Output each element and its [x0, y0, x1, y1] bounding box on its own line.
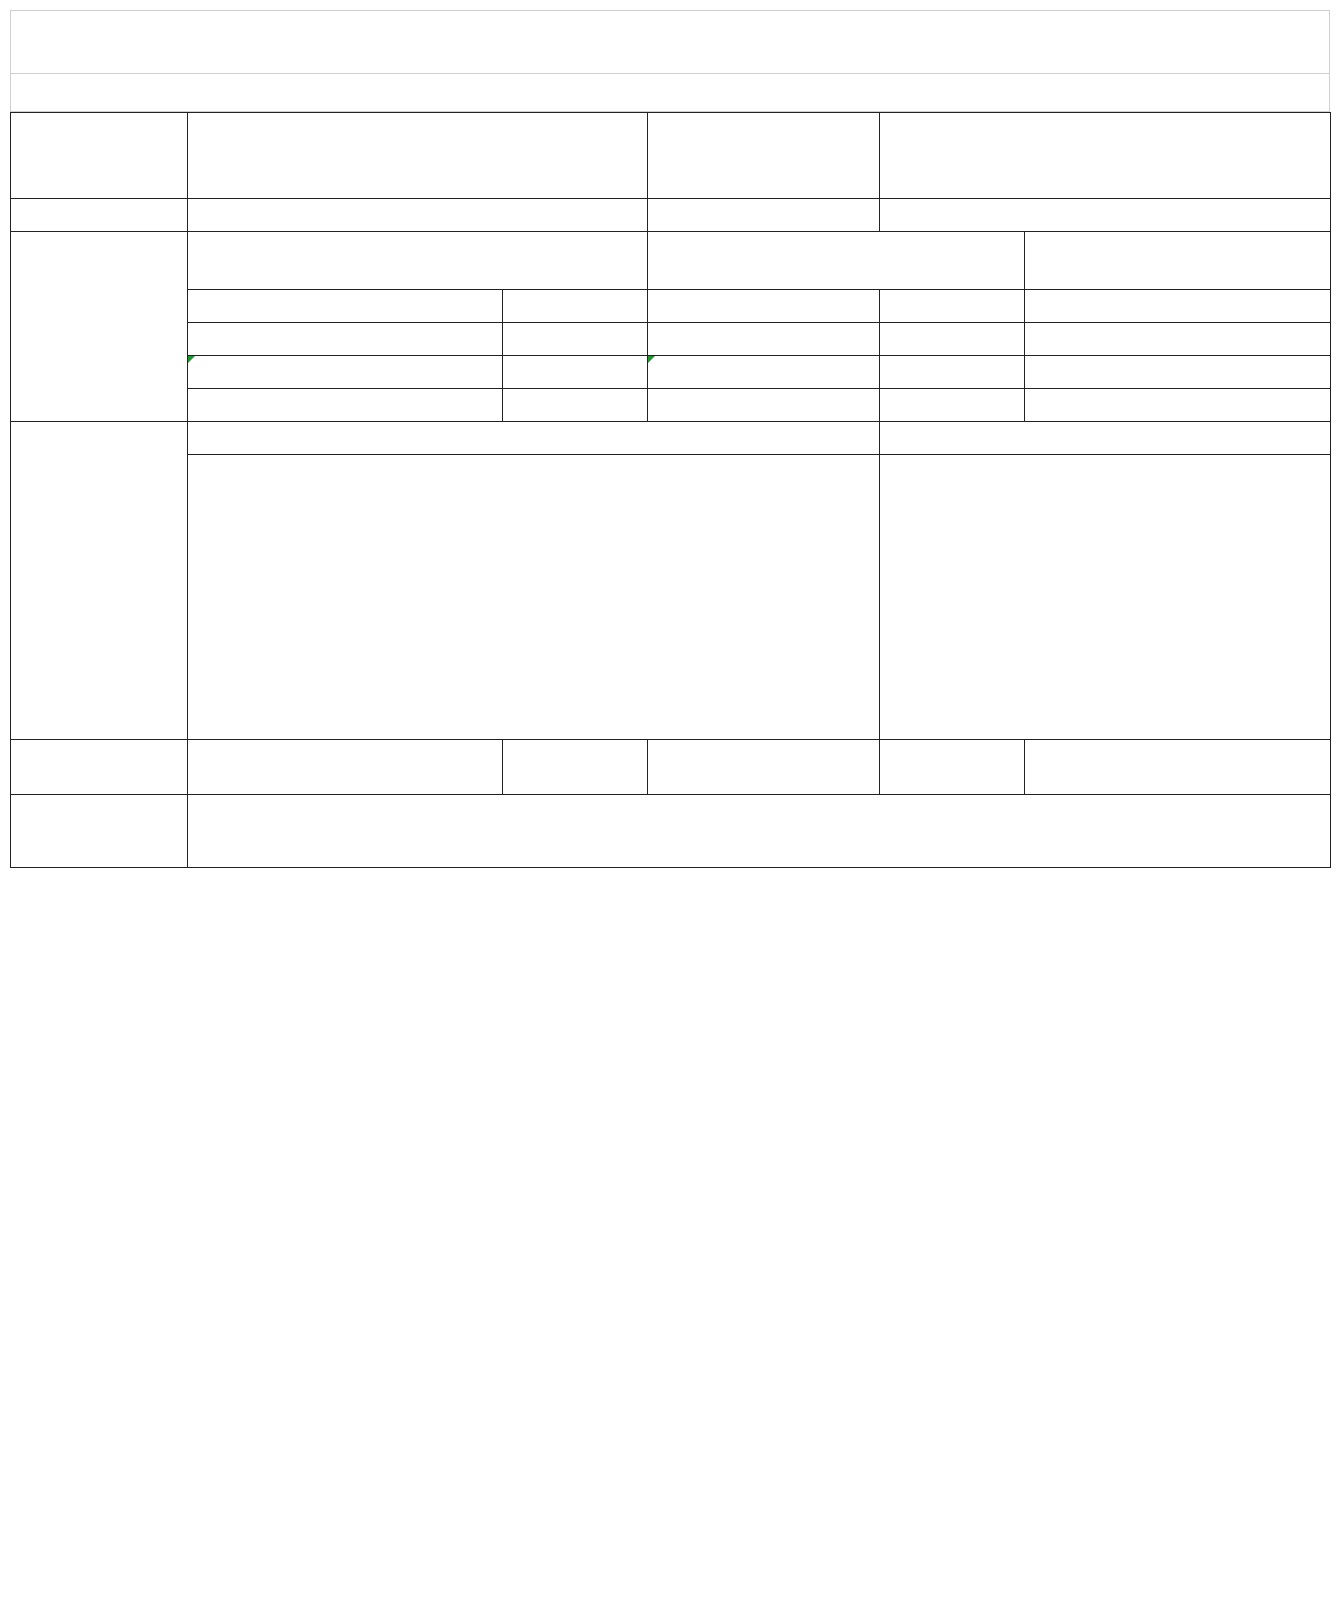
contact-value [880, 113, 1331, 199]
department-value [188, 199, 648, 232]
evaluation-table [10, 112, 1331, 868]
execution-header [648, 232, 1025, 290]
indicator-ratio-header [880, 740, 1025, 795]
fund-label [188, 389, 503, 422]
funds-header-row [11, 232, 1331, 290]
fund-exec-label [648, 290, 880, 323]
fund-budget [503, 290, 648, 323]
fund-rate [1025, 389, 1331, 422]
year-label [10, 74, 1330, 112]
fund-budget [503, 356, 648, 389]
fund-exec [880, 356, 1025, 389]
unit-value [880, 199, 1331, 232]
funds-row [11, 389, 1331, 422]
funds-row [11, 323, 1331, 356]
unit-label [648, 199, 880, 232]
sheet-title [10, 10, 1330, 74]
initial-goal-header [188, 422, 880, 455]
remarks-row [11, 795, 1331, 868]
fund-rate [1025, 323, 1331, 356]
department-row [11, 199, 1331, 232]
project-name-label [11, 113, 188, 199]
initial-goal-text [188, 455, 880, 740]
funds-row [11, 356, 1331, 389]
project-row [11, 113, 1331, 199]
fund-budget [503, 323, 648, 356]
funds-row [11, 290, 1331, 323]
goals-header-row [11, 422, 1331, 455]
remarks-label [11, 795, 188, 868]
fund-exec [880, 323, 1025, 356]
fund-rate [1025, 356, 1331, 389]
fund-rate [1025, 290, 1331, 323]
fund-exec-label [648, 356, 880, 389]
fund-label [188, 356, 503, 389]
fund-exec [880, 389, 1025, 422]
project-name-value [188, 113, 648, 199]
indicators-header-row [11, 740, 1331, 795]
remarks-value [188, 795, 1331, 868]
indicator-actual-header [648, 740, 880, 795]
fund-exec-label [648, 389, 880, 422]
indicators-section-label [11, 740, 188, 795]
contact-label [648, 113, 880, 199]
actual-goal-header [880, 422, 1331, 455]
budget-header [188, 232, 648, 290]
fund-exec-label [648, 323, 880, 356]
goals-section-label [11, 422, 188, 740]
fund-label [188, 323, 503, 356]
rate-header [1025, 232, 1331, 290]
indicator-note-header [1025, 740, 1331, 795]
funds-section-label [11, 232, 188, 422]
goals-content-row [11, 455, 1331, 740]
actual-goal-text [880, 455, 1331, 740]
fund-label [188, 290, 503, 323]
department-label [11, 199, 188, 232]
indicator-target-header [503, 740, 648, 795]
indicator-name-header [188, 740, 503, 795]
fund-exec [880, 290, 1025, 323]
fund-budget [503, 389, 648, 422]
